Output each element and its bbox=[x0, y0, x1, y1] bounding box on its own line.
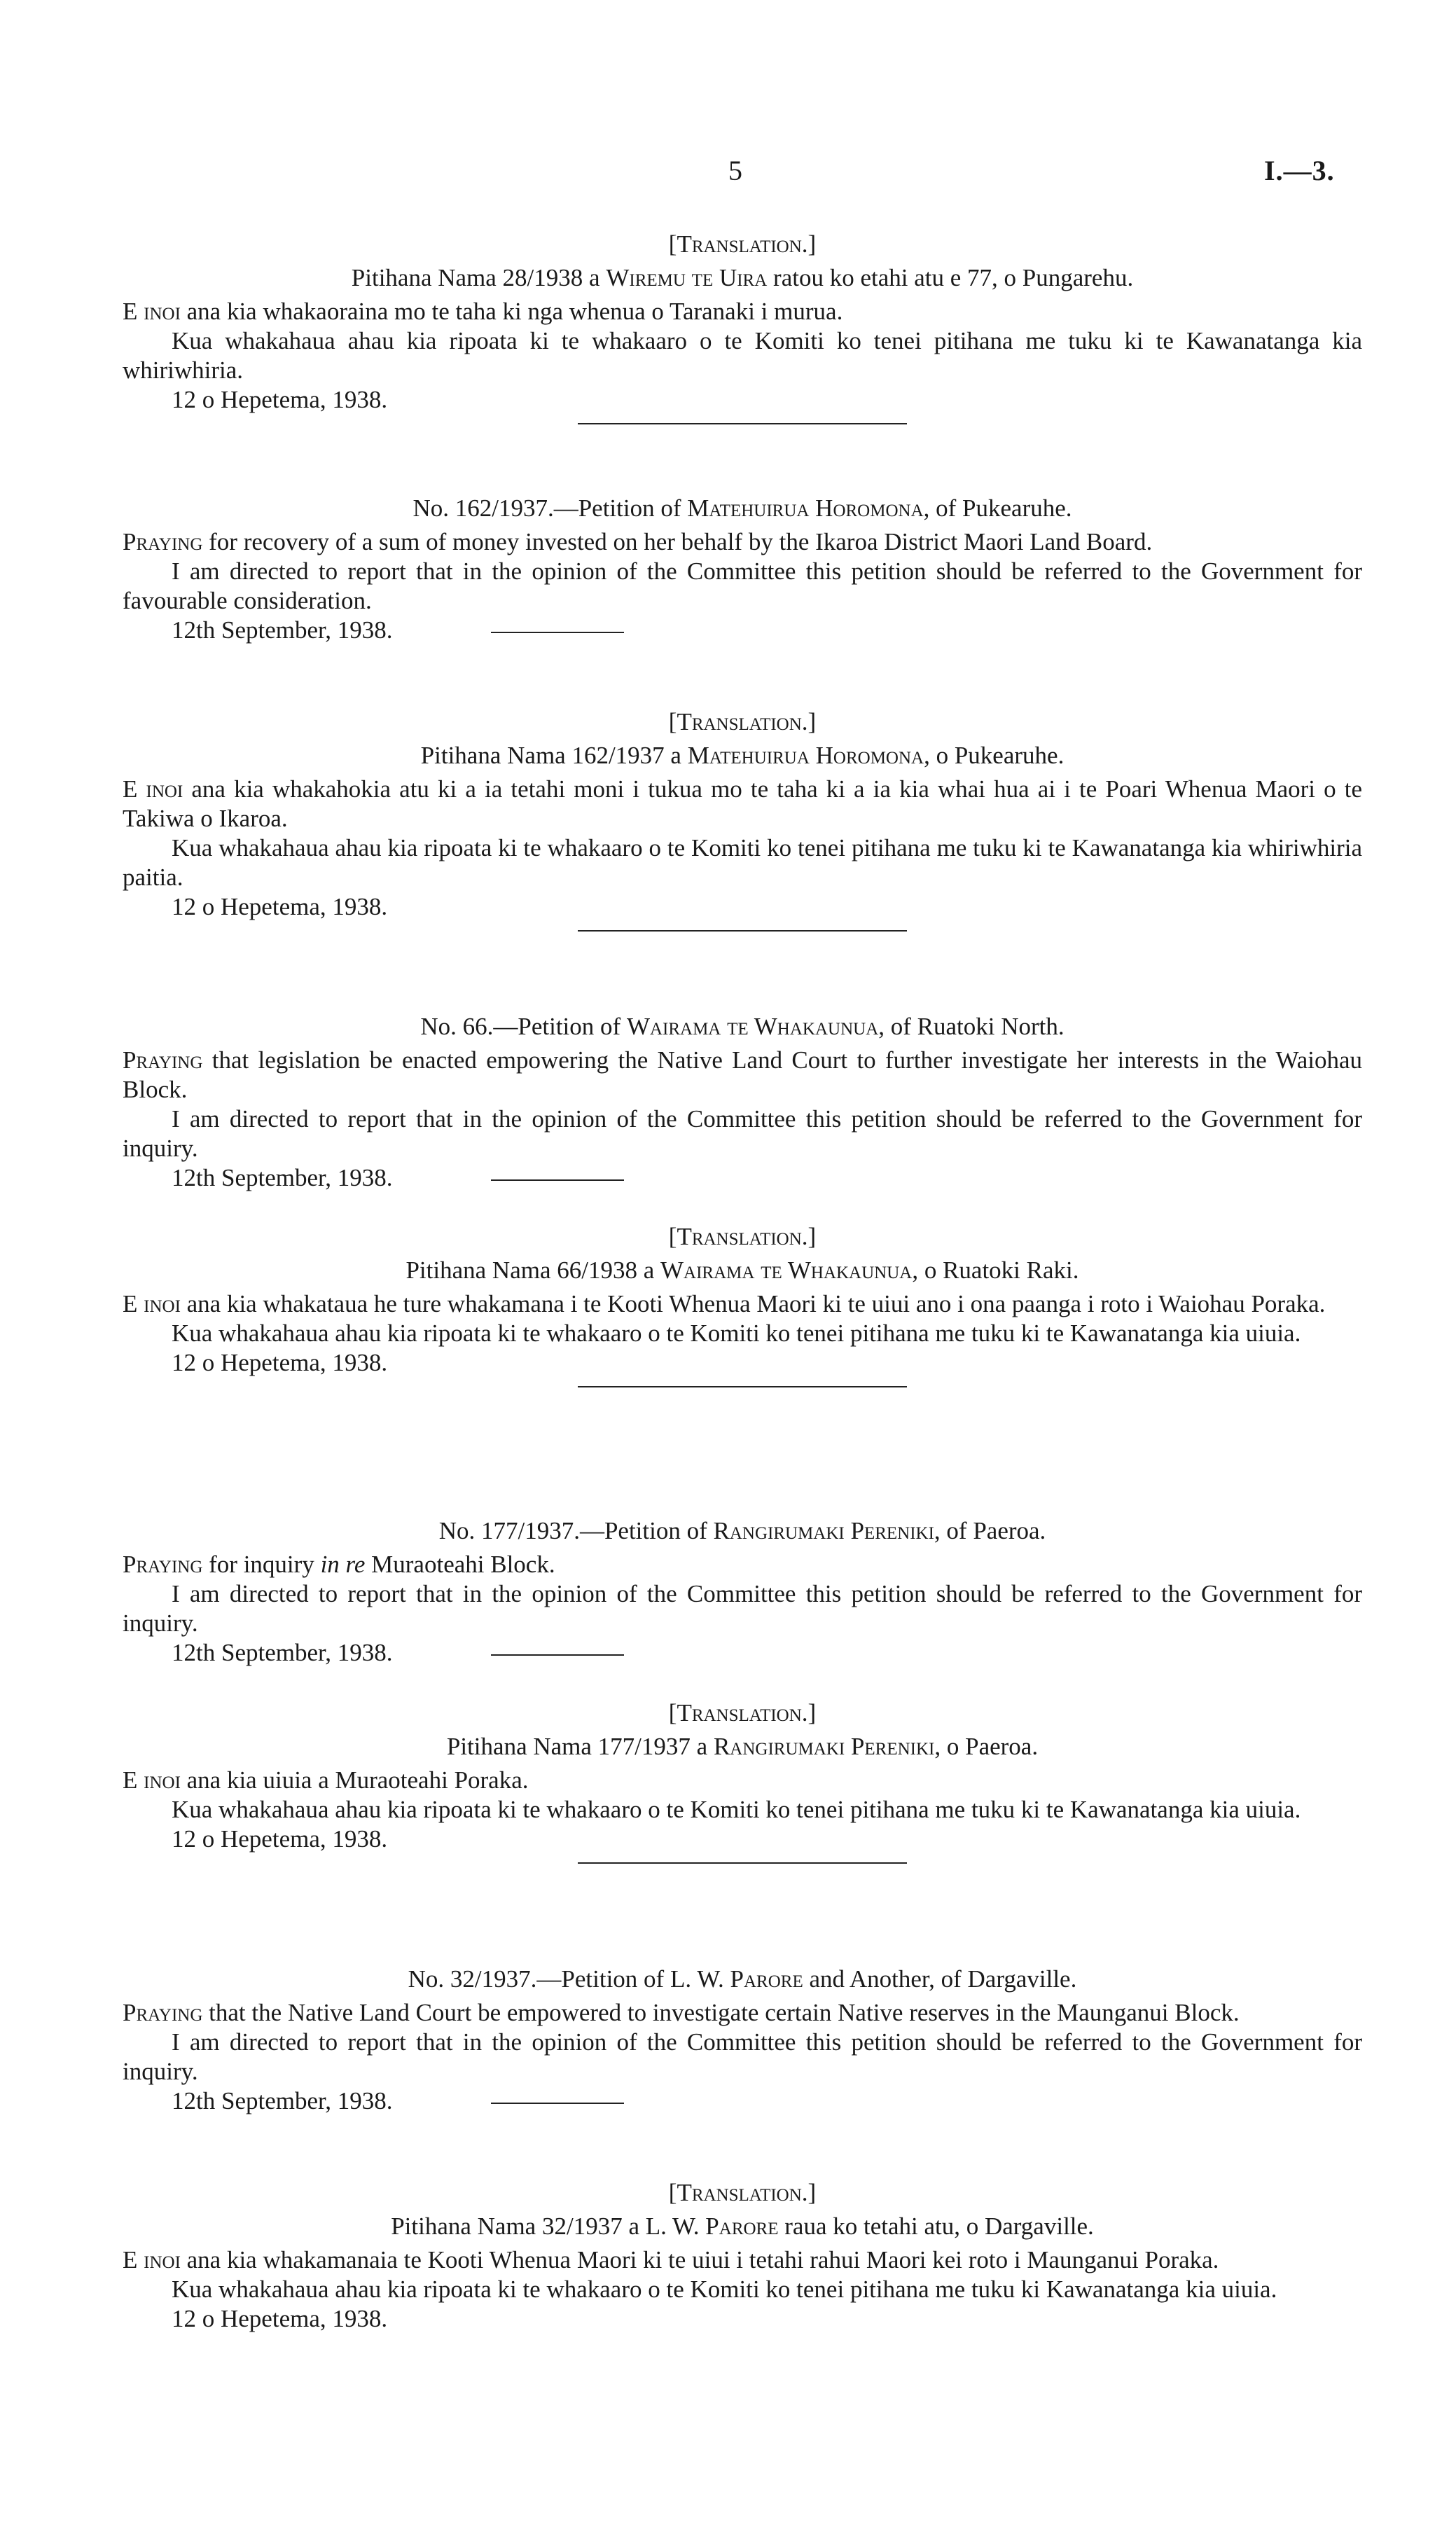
petitioner-name: Matehuirua Horomona bbox=[687, 742, 924, 769]
report-paragraph: I am directed to report that in the opinion of the Committee this petition should be referred to the Government for inquiry. bbox=[123, 1580, 1362, 1637]
report-paragraph: Kua whakahaua ahau kia ripoata ki te whakaaro o te Komiti ko tenei pitihana me tuku ki te Kawanatanga kia whiriwhiria. bbox=[123, 327, 1362, 384]
prayer-paragraph: E inoi ana kia whakamanaia te Kooti Whenua Maori ki te uiui i tetahi rahui Maori kei roto i Maunganui Poraka. bbox=[123, 2246, 1219, 2273]
report-paragraph: Kua whakahaua ahau kia ripoata ki te whakaaro o te Komiti ko tenei pitihana me tuku ki te Kawanatanga kia uiuia. bbox=[172, 1796, 1301, 1823]
prayer-paragraph: Praying for recovery of a sum of money invested on her behalf by the Ikaroa District Maori Land Board. bbox=[123, 528, 1153, 555]
short-divider bbox=[491, 1179, 624, 1181]
short-divider bbox=[491, 1654, 624, 1656]
petitioner-name: Rangirumaki Pereniki bbox=[713, 1517, 934, 1544]
report-date: 12th September, 1938. bbox=[123, 2086, 1362, 2116]
document-reference: I.—3. bbox=[1264, 155, 1335, 186]
translation-label: [Translation.] bbox=[668, 708, 817, 735]
page-number: 5 bbox=[728, 155, 742, 186]
report-date: 12th September, 1938. bbox=[123, 616, 1362, 645]
prayer-paragraph: E inoi ana kia whakaoraina mo te taha ki nga whenua o Taranaki i murua. bbox=[123, 298, 843, 325]
petition-title: Pitihana Nama 28/1938 a Wiremu te Uira ratou ko etahi atu e 77, o Pungarehu. bbox=[351, 264, 1134, 291]
report-date: 12 o Hepetema, 1938. bbox=[172, 1825, 388, 1853]
prayer-paragraph: Praying for inquiry in re Muraoteahi Block. bbox=[123, 1551, 555, 1578]
short-divider bbox=[491, 632, 624, 633]
prayer-paragraph: E inoi ana kia whakahokia atu ki a ia tetahi moni i tukua mo te taha ki a ia kia whai hua ai i te Poari Whenua Maori o te Takiwa o Ikaroa. bbox=[123, 775, 1363, 832]
translation-label: [Translation.] bbox=[668, 1223, 817, 1250]
petition-title: No. 32/1937.—Petition of L. W. Parore and Another, of Dargaville. bbox=[408, 1965, 1077, 1993]
petitioner-name: Rangirumaki Pereniki bbox=[713, 1733, 935, 1760]
petition-title: Pitihana Nama 66/1938 a Wairama te Whakaunua, o Ruatoki Raki. bbox=[405, 1256, 1079, 1284]
prayer-paragraph: E inoi ana kia whakataua he ture whakamana i te Kooti Whenua Maori ki te uiui ano i ona paanga i roto i Waiohau Poraka. bbox=[123, 1290, 1326, 1317]
petitioner-name: Matehuirua Horomona bbox=[687, 494, 924, 522]
petition-title: Pitihana Nama 162/1937 a Matehuirua Horomona, o Pukearuhe. bbox=[420, 742, 1065, 769]
report-date: 12 o Hepetema, 1938. bbox=[172, 386, 388, 413]
report-paragraph: Kua whakahaua ahau kia ripoata ki te whakaaro o te Komiti ko tenei pitihana me tuku ki te Kawanatanga kia whiriwhiria paitia. bbox=[123, 834, 1362, 891]
report-date: 12 o Hepetema, 1938. bbox=[172, 2305, 388, 2332]
petitioner-name: Parore bbox=[730, 1965, 803, 1993]
petition-translation-32-1937 bbox=[123, 2178, 1362, 2334]
petition-66 bbox=[123, 1012, 1362, 1193]
prayer-paragraph: E inoi ana kia uiuia a Muraoteahi Poraka. bbox=[123, 1766, 529, 1794]
petition-title: Pitihana Nama 32/1937 a L. W. Parore raua ko tetahi atu, o Dargaville. bbox=[391, 2213, 1094, 2240]
prayer-paragraph: Praying that the Native Land Court be empowered to investigate certain Native reserves in the Maunganui Block. bbox=[123, 1999, 1240, 2026]
petitioner-name: Wiremu te Uira bbox=[606, 264, 768, 291]
translation-label: [Translation.] bbox=[668, 2179, 817, 2206]
petitioner-name: Parore bbox=[705, 2213, 779, 2240]
prayer-paragraph: Praying that legislation be enacted empowering the Native Land Court to further investigate her interests in the Waiohau Block. bbox=[123, 1046, 1362, 1103]
report-date: 12th September, 1938. bbox=[123, 1638, 1362, 1668]
petition-title: Pitihana Nama 177/1937 a Rangirumaki Pereniki, o Paeroa. bbox=[446, 1733, 1039, 1760]
short-divider bbox=[491, 2103, 624, 2104]
petition-title: No. 177/1937.—Petition of Rangirumaki Pereniki, of Paeroa. bbox=[438, 1517, 1046, 1544]
petitioner-name: Wairama te Whakaunua bbox=[660, 1256, 913, 1284]
translation-label: [Translation.] bbox=[668, 230, 817, 258]
petition-162-1937 bbox=[123, 494, 1362, 645]
petition-translation-28-1938 bbox=[123, 230, 1362, 424]
report-paragraph: I am directed to report that in the opinion of the Committee this petition should be referred to the Government for inquiry. bbox=[123, 2028, 1362, 2085]
report-date: 12th September, 1938. bbox=[123, 1163, 1362, 1193]
report-paragraph: I am directed to report that in the opinion of the Committee this petition should be referred to the Government for inquiry. bbox=[123, 1105, 1362, 1162]
report-date: 12 o Hepetema, 1938. bbox=[172, 893, 388, 920]
report-paragraph: I am directed to report that in the opinion of the Committee this petition should be referred to the Government for favourable consideration. bbox=[123, 558, 1362, 614]
report-paragraph: Kua whakahaua ahau kia ripoata ki te whakaaro o te Komiti ko tenei pitihana me tuku ki te Kawanatanga kia uiuia. bbox=[172, 1320, 1301, 1347]
section-divider bbox=[578, 1862, 907, 1864]
petitioner-name: Wairama te Whakaunua bbox=[626, 1013, 879, 1040]
petition-177-1937 bbox=[123, 1516, 1362, 1668]
petition-translation-177-1937 bbox=[123, 1698, 1362, 1864]
translation-label: [Translation.] bbox=[668, 1699, 817, 1726]
petition-title: No. 162/1937.—Petition of Matehuirua Horomona, of Pukearuhe. bbox=[412, 494, 1072, 522]
report-paragraph: Kua whakahaua ahau kia ripoata ki te whakaaro o te Komiti ko tenei pitihana me tuku ki Kawanatanga kia uiuia. bbox=[172, 2276, 1277, 2303]
petition-title: No. 66.—Petition of Wairama te Whakaunua, of Ruatoki North. bbox=[420, 1013, 1065, 1040]
petition-32-1937 bbox=[123, 1965, 1362, 2116]
petition-translation-162-1937 bbox=[123, 707, 1362, 932]
petition-translation-66-1938 bbox=[123, 1222, 1362, 1387]
section-divider bbox=[578, 423, 907, 424]
section-divider bbox=[578, 1386, 907, 1387]
report-date: 12 o Hepetema, 1938. bbox=[172, 1349, 388, 1376]
section-divider bbox=[578, 930, 907, 932]
